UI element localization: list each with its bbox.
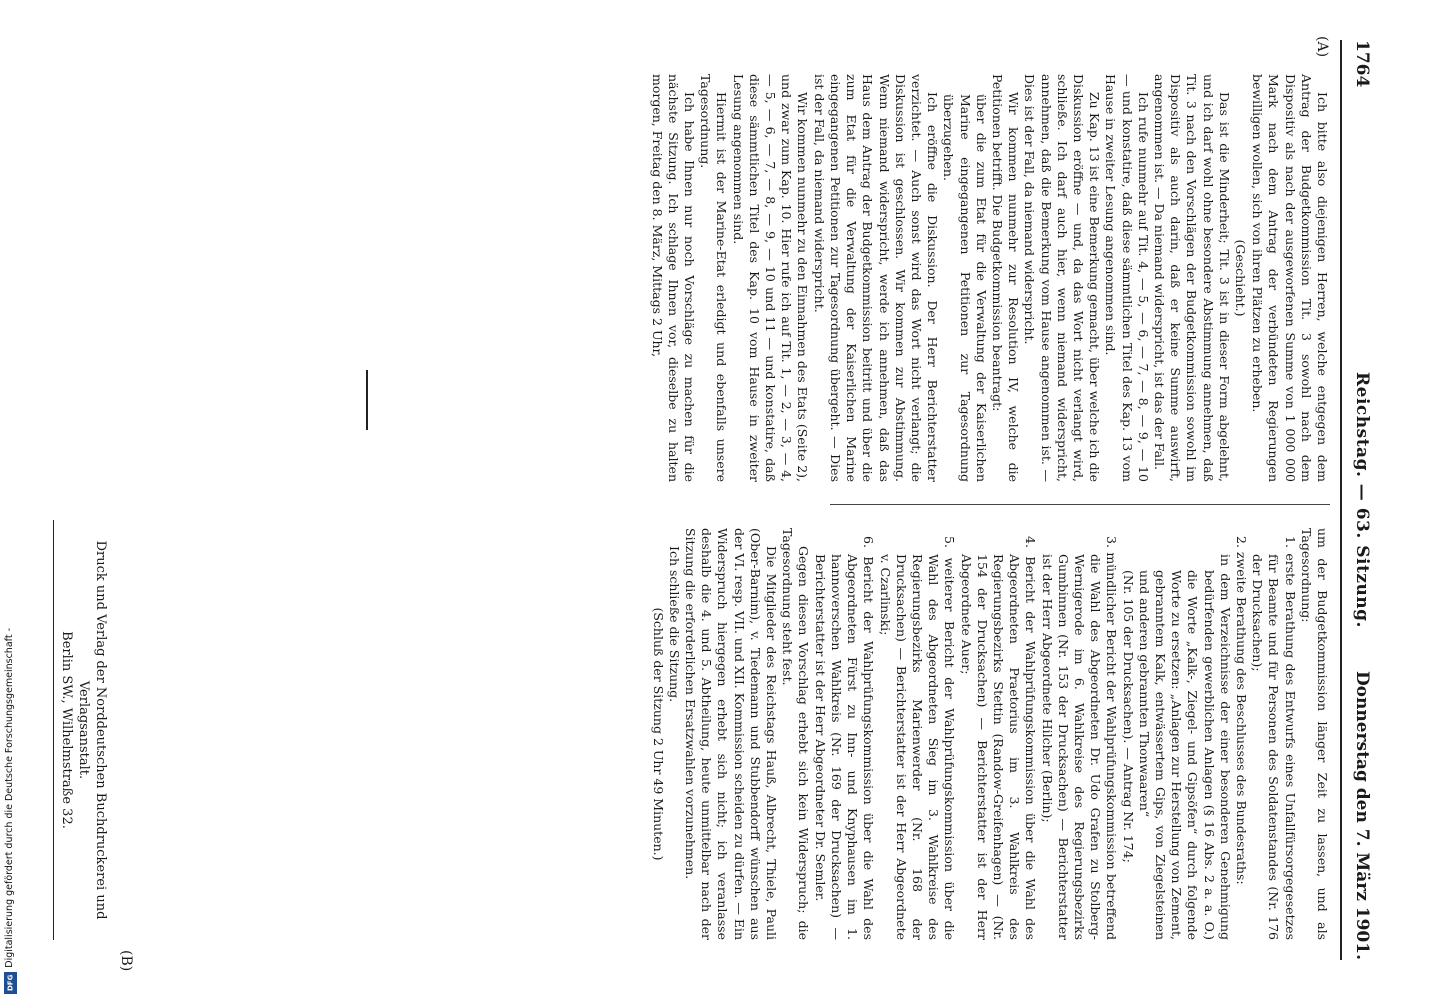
agenda-item-text: zweite Berathung des Beschlusses des Bundesraths:	[1233, 551, 1249, 885]
paragraph: Hiermit ist der Marine-Etat erledigt und ebenfalls unsere Tagesordnung.	[698, 74, 730, 482]
paragraph: Ich eröffne die Diskussion. Der Herr Berichterstatter verzichtet. — Auch sonst wird das Wort nicht verlangt; die Diskussion ist geschlossen. Wir kommen zur Abstimmung. Wenn niemand widerspricht, werde ich annehmen, daß das Haus dem Antrag der Budgetkommission beitritt und über die zum Etat für die Verwaltung der Kaiserlichen Marine eingegangenen Petitionen zur Tagesordnung übergeht. — Dies ist der Fall, da niemand widerspricht.	[811, 74, 941, 482]
agenda-item-text: erste Berathung des Entwurfs eines Unfallfürsorgegesetzes für Beamte und für Personen des Soldatenstandes (Nr. 176 der Drucksachen);	[1250, 553, 1298, 940]
agenda-item-quote: in dem Verzeichnisse der einer besonderen Genehmigung bedürfenden gewerblichen Anlagen (§ 16 Abs. 2 a. a. O.) die Worte „Kalk-, Ziegel- und Gipsöfen“ durch folgende Worte zu ersetzen: „Anlagen zur Herstellung von Zement, gebranntem Kalk, entwässertem Gips, von Ziegelsteinen und anderen gebrannten Thonwaaren“	[1136, 554, 1233, 940]
right-column	[649, 528, 1330, 940]
margin-mark-b: (B)	[118, 950, 134, 972]
agenda-item	[957, 528, 1038, 940]
stage-direction: (Geschieht.)	[1232, 239, 1248, 317]
agenda-item-number: 6.	[861, 536, 877, 548]
session-end-note: (Schluß der Sitzung 2 Uhr 49 Minuten.)	[650, 607, 666, 861]
printer-imprint	[58, 520, 109, 940]
dfg-logo: DFG	[4, 972, 17, 994]
agenda-item	[876, 528, 957, 940]
imprint-line: Druck und Verlag der Norddeutschen Buchdruckerei und Verlagsanstalt.	[76, 540, 108, 920]
agenda-item	[1038, 528, 1119, 940]
agenda-item-text: Bericht der Wahlprüfungskommission über die Wahl des Abgeordneten Praetorius im 3. Wahlkreis des Regierungsbezirks Stettin (Randow-Greifenhagen) — (Nr. 154 der Drucksachen) — Berichterstatter ist der Herr Abgeordnete Auer;	[958, 554, 1039, 940]
agenda-item	[1233, 528, 1249, 940]
agenda-item-number: 5.	[942, 536, 958, 548]
paragraph: Zu Kap. 13 ist eine Bemerkung gemacht, über welche ich die Diskussion eröffne — und, da das Wort nicht verlangt wird, schließe. Ich darf auch hier, wenn niemand widerspricht, annehmen, daß die Bemerkung vom Hause angenommen ist. — Dies ist der Fall, da niemand widerspricht.	[1022, 74, 1103, 482]
digitization-credit	[4, 604, 18, 994]
imprint-line: Berlin SW., Wilhelmstraße 32.	[59, 631, 74, 829]
paragraph: Ich schließe die Sitzung.	[666, 546, 682, 703]
page-title: Reichstag. — 63. Sitzung.	[1352, 372, 1372, 628]
motion-text: über die zum Etat für die Verwaltung der Kaiserlichen Marine eingegangenen Petitionen zur Tagesordnung überzugehen.	[941, 94, 989, 482]
paragraph: Ich habe Ihnen nur noch Vorschläge zu machen für die nächste Sitzung. Ich schlage Ihnen vor, dieselbe zu halten morgen, Freitag den 8. März, Mittags 2 Uhr,	[649, 74, 698, 482]
credit-text: Digitalisierung gefördert durch die Deutsche Forschungsgemeinschaft -	[4, 628, 15, 968]
agenda-item-number: 3.	[1104, 536, 1120, 548]
agenda-item-text: Bericht der Wahlprüfungskommission über die Wahl des Abgeordneten Fürst zu Inn- und Knyphausen im 1. hannoverschen Wahlkreis (Nr. 169 der Drucksachen) — Berichterstatter ist der Herr Abgeordneter Dr. Semler.	[812, 554, 877, 940]
agenda-item-note: (Nr. 105 der Drucksachen). — Antrag Nr. 174;	[1120, 570, 1136, 863]
imprint-rule	[53, 520, 54, 940]
agenda-item	[812, 528, 877, 940]
agenda-item	[1249, 528, 1298, 940]
running-head	[1346, 40, 1372, 960]
end-rule	[366, 370, 368, 430]
session-date: Donnerstag den 7. März 1901.	[1352, 670, 1372, 960]
margin-mark-a: (A)	[1314, 36, 1330, 58]
paragraph: Wir kommen nunmehr zur Resolution IV, welche die Petitionen betrifft. Die Budgetkommission beantragt:	[989, 74, 1022, 482]
paragraph: Die Mitglieder des Reichstags Hauß, Albrecht, Thiele, Pauli (Ober-Barnim), v. Tiedemann und Stubbendorff wünschen aus der VI. resp. VII. und XII. Kommission scheiden zu dürfen. — Ein Widerspruch hiergegen erhebt sich nicht; ich veranlasse deshalb die 4. und 5. Abtheilung, heute unmittelbar nach der Sitzung die erforderlichen Ersatzwahlen vorzunehmen.	[683, 528, 780, 940]
paragraph: Wir kommen nunmehr zu den Einnahmen des Etats (Seite 2), und zwar zum Kap. 10. Hier rufe ich auf Tit. 1, — 2, — 3, — 4, — 5, — 6, — 7, — 8, — 9, — 10 und 11 — und konstatire, daß diese sämmtlichen Titel des Kap. 10 vom Hause in zweiter Lesung angenommen sind.	[730, 74, 811, 482]
agenda-item-number: 4.	[1023, 536, 1039, 548]
paragraph: Das ist die Minderheit; Tit. 3 ist in dieser Form abgelehnt, und ich darf wohl ohne besondere Abstimmung annehmen, daß Tit. 3 nach den Vorschlägen der Budgetkommission sowohl im Dispositiv als auch darin, daß er keine Summe auswirft, angenommen ist. — Da niemand widerspricht, ist das der Fall.	[1151, 74, 1232, 482]
column-divider	[830, 504, 1330, 505]
agenda-intro: um der Budgetkommission länger Zeit zu lassen, und als Tagesordnung:	[1298, 528, 1330, 940]
agenda-item-number: 2.	[1233, 536, 1249, 548]
paragraph: Ich bitte also diejenigen Herren, welche entgegen dem Antrag der Budgetkommission Tit. 3 sowohl nach dem Dispositiv als nach der ausgeworfenen Summe von 1 000 000 Mark nach dem Antrag der verbündeten Regierungen bewilligen wollen, sich von ihren Plätzen zu erheben.	[1250, 74, 1330, 482]
agenda-item-text: mündlicher Bericht der Wahlprüfungskommission betreffend die Wahl des Abgeordneten Dr. Udo Grafen zu Stolberg-Wernigerode im 6. Wahlkreise des Regierungsbezirks Gumbinnen (Nr. 153 der Drucksachen) — Berichterstatter ist der Herr Abgeordnete Hilcher (Berlin);	[1039, 552, 1120, 940]
paragraph: Ich rufe nunmehr auf Tit. 4, — 5, — 6, — 7, — 8, — 9, — 10 — und konstatire, daß diese sämmtlichen Titel des Kap. 13 vom Hause in zweiter Lesung angenommen sind.	[1103, 74, 1151, 482]
left-column	[648, 74, 1330, 482]
paragraph: Gegen diesen Vorschlag erhebt sich kein Widerspruch; die Tagesordnung steht fest.	[780, 528, 812, 940]
page-number: 1764	[1352, 40, 1372, 88]
agenda-item-number: 1.	[1282, 536, 1298, 548]
agenda-item-text: weiterer Bericht der Wahlprüfungskommission über die Wahl des Abgeordneten Sieg im 3. Wahlkreise des Regierungsbezirks Marienwerder (Nr. 168 der Drucksachen) — Berichterstatter ist der Herr Abgeordnete v. Czarlinski;	[877, 554, 958, 940]
header-rule	[1340, 40, 1342, 960]
